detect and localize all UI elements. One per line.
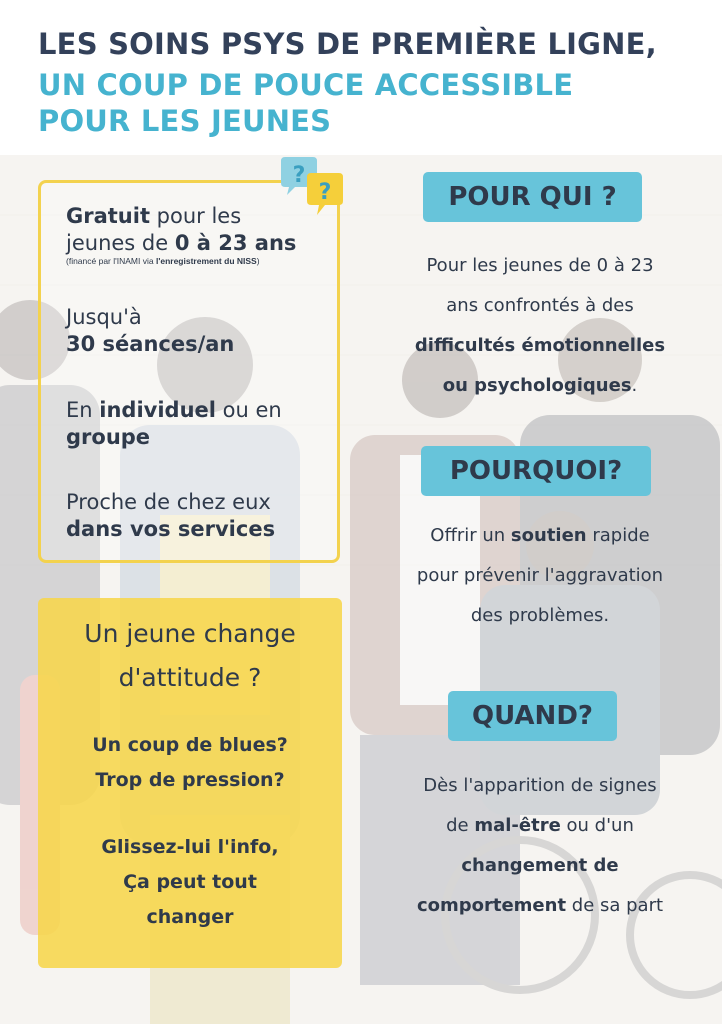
sessions-pre: Jusqu'à — [66, 305, 142, 329]
quand-mid: ou d'un — [560, 815, 634, 836]
age-bold: 0 à 23 ans — [174, 231, 297, 255]
format-pre: En — [66, 398, 100, 422]
title-line-3: POUR LES JEUNES — [38, 104, 332, 138]
pourquoi-heading: POURQUOI? — [421, 446, 651, 496]
format-line — [66, 397, 282, 424]
callout-cta-2: Ça peut tout — [123, 871, 257, 893]
pourquoi-post: rapide — [586, 525, 650, 546]
note-bold: l'enregistrement du NISS — [155, 256, 257, 266]
near-bold: dans vos services — [66, 517, 276, 541]
question-bubbles-icon — [277, 155, 347, 221]
callout-cta-3: changer — [146, 906, 234, 928]
quand-line-3 — [380, 846, 700, 886]
quand-heading: QUAND? — [448, 691, 617, 741]
quand-text — [380, 766, 700, 926]
pourquoi-pre: Offrir un — [430, 525, 511, 546]
pour-qui-line-4 — [380, 366, 700, 406]
free-bold: Gratuit — [66, 204, 150, 228]
quand-line-4 — [380, 886, 700, 926]
callout-title-line-2: d'attitude ? — [118, 663, 262, 692]
title-line-1: LES SOINS PSYS DE PREMIÈRE LIGNE, — [38, 27, 657, 61]
quand-line-2 — [380, 806, 700, 846]
free-line — [66, 203, 241, 230]
pour-qui-line-1: Pour les jeunes de 0 à 23 — [426, 255, 654, 276]
format-line-2 — [66, 424, 150, 451]
near-pre: Proche de chez eux — [66, 490, 271, 514]
note-pre: (financé par l'INAMI via — [66, 256, 156, 266]
pour-qui-heading: POUR QUI ? — [423, 172, 642, 222]
callout-q2: Trop de pression? — [95, 769, 285, 791]
funding-note — [66, 256, 260, 266]
title-line-2: UN COUP DE POUCE ACCESSIBLE — [38, 68, 574, 102]
quand-line-1: Dès l'apparition de signes — [423, 775, 657, 796]
quand-bold-2: changement de — [461, 855, 619, 876]
pour-qui-text — [380, 246, 700, 406]
callout-q1: Un coup de blues? — [92, 734, 288, 756]
format-bold-2: groupe — [66, 425, 151, 449]
callout-questions — [38, 728, 342, 798]
callout-cta — [38, 830, 342, 935]
callout-title-line-1: Un jeune change — [84, 619, 296, 648]
free-rest: pour les — [150, 204, 242, 228]
age-line — [66, 230, 296, 257]
age-pre: jeunes de — [66, 231, 175, 255]
svg-text:?: ? — [318, 180, 332, 205]
sessions-bold: 30 séances/an — [66, 332, 235, 356]
header — [0, 0, 722, 155]
callout-box — [38, 598, 342, 968]
quand-bold-1: mal-être — [474, 815, 561, 836]
format-mid: ou en — [215, 398, 282, 422]
near-line — [66, 516, 275, 543]
pourquoi-line-1 — [380, 516, 700, 556]
callout-title — [38, 612, 342, 700]
callout-cta-1: Glissez-lui l'info, — [101, 836, 279, 858]
format-bold-1: individuel — [99, 398, 216, 422]
pour-qui-line-3 — [380, 326, 700, 366]
pourquoi-line-2: pour prévenir l'aggravation — [416, 565, 664, 586]
pour-qui-bold-1: difficultés émotionnelles — [414, 335, 666, 356]
quand-bold-3: comportement — [416, 895, 567, 916]
svg-text:?: ? — [292, 163, 306, 188]
note-post: ) — [256, 256, 260, 266]
pourquoi-text — [380, 516, 700, 636]
quand-pre: de — [446, 815, 475, 836]
sessions-line — [66, 331, 234, 358]
pourquoi-line-3: des problèmes. — [470, 605, 610, 626]
pourquoi-bold: soutien — [510, 525, 587, 546]
quand-post: de sa part — [566, 895, 664, 916]
pour-qui-post: . — [631, 375, 638, 396]
question-bubble-yellow-icon — [307, 173, 343, 215]
pour-qui-line-2: ans confrontés à des — [446, 295, 634, 316]
pour-qui-bold-2: ou psychologiques — [442, 375, 632, 396]
